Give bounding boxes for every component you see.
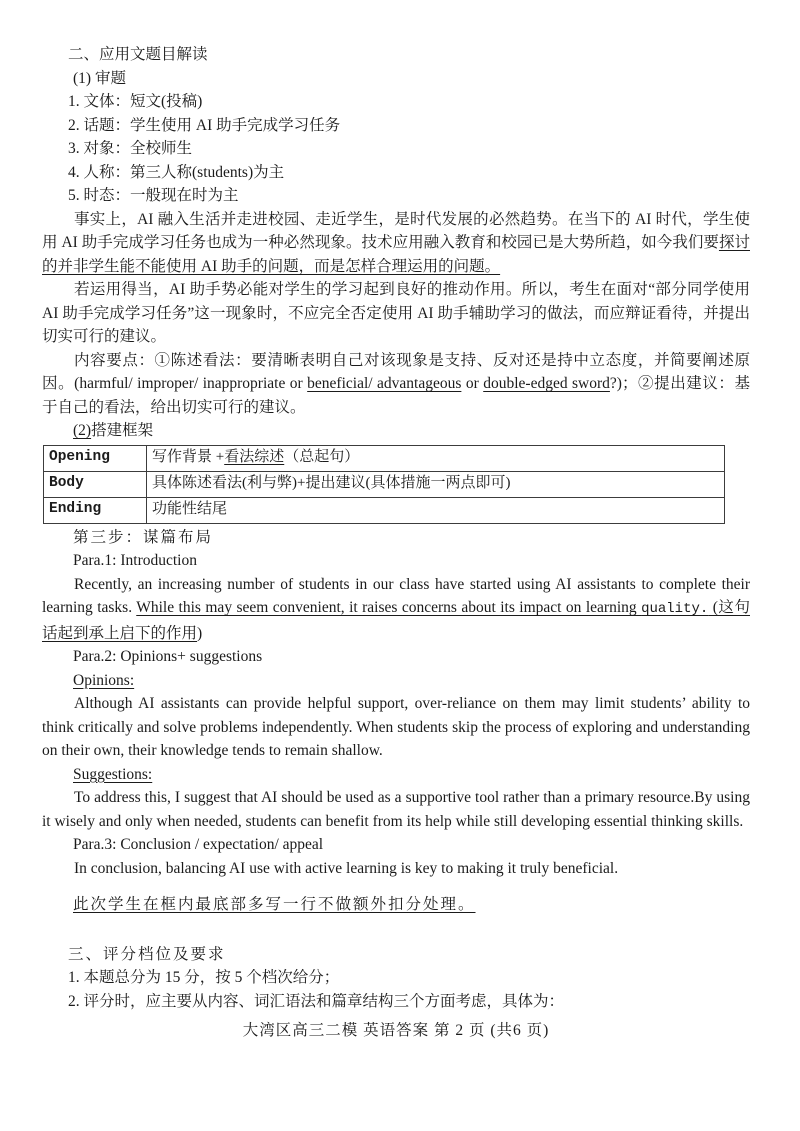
paragraph-introduction: Recently, an increasing number of students in our class have started using AI assistants to complete their learning tasks. While this may seem convenient, it raises concerns about its impact on learning quality. (这句话起到承上启下的作用) — [42, 575, 750, 642]
row-content: 具体陈述看法(利与弊)+提出建议(具体措施一两点即可) — [147, 471, 725, 497]
suggestions-label: Suggestions: — [73, 765, 153, 783]
underlined-text: 看法综述 — [224, 449, 285, 466]
table-row-ending — [44, 497, 725, 523]
list-item-audience: 3. 对象：全校师生 — [68, 140, 193, 157]
paragraph-suggestions: To address this, I suggest that AI should be used as a supportive tool rather than a primary resource.By using it wisely and only when needed, students can benefit from its help while still developing essential thinking skills. — [42, 789, 750, 830]
row-content: 功能性结尾 — [147, 497, 725, 523]
row-content: 写作背景 +看法综述（总起句） — [147, 445, 725, 471]
paragraph-opinions: Although AI assistants can provide helpful support, over-reliance on them may limit students’ ability to think critically and solve problems independently. When students skip the process of exploring and understanding on their own, their knowledge tends to remain shallow. — [42, 695, 750, 759]
row-label: Opening — [44, 445, 147, 471]
list-item-genre: 1. 文体：短文(投稿) — [68, 93, 203, 110]
list-item-topic: 2. 话题：学生使用 AI 助手完成学习任务 — [68, 116, 341, 134]
section3-heading: 三、评分档位及要求 — [68, 945, 226, 963]
underlined-text: 探讨的并非学生能不能使用 AI 助手的问题，而是怎样合理运用的问题。 — [42, 234, 750, 275]
underlined-text: While this may seem convenient, it raises concerns about its impact on learning — [136, 599, 642, 616]
paragraph-usage: 若运用得当，AI 助手势必能对学生的学习起到良好的推动作用。所以，考生在面对“部分同学使用 AI 助手完成学习任务”这一现象时，不应完全否定使用 AI 助手辅助学习的做法，而应辩证看待，并提出切实可行的建议。 — [42, 281, 750, 345]
step3-heading: 第三步：谋篇布局 — [73, 528, 214, 546]
opinions-label: Opinions: — [73, 671, 135, 689]
table-row-opening — [44, 445, 725, 471]
paragraph-content-points: 内容要点：①陈述看法：要清晰表明自己对该现象是支持、反对还是持中立态度，并简要阐述原因。(harmful/ improper/ inappropriate or beneficial/ advantageous or double-edged sword?)；②提出建议：基于自己的看法，给出切实可行的建议。 — [42, 351, 751, 416]
list-item-person: 4. 人称：第三人称(students)为主 — [68, 163, 285, 181]
paragraph-background: 事实上，AI 融入生活并走进校园、走近学生，是时代发展的必然趋势。在当下的 AI 时代，学生使用 AI 助手完成学习任务也成为一种必然现象。技术应用融入教育和校园已是大势所趋，如今我们要探讨的并非学生能不能使用 AI 助手的问题，而是怎样合理运用的问题。 — [42, 210, 750, 275]
section2-heading: 二、应用文题目解读 — [68, 46, 208, 63]
para3-label: Para.3: Conclusion / expectation/ appeal — [73, 836, 324, 853]
para2-label: Para.2: Opinions+ suggestions — [73, 648, 263, 665]
list-item-tense: 5. 时态：一般现在时为主 — [68, 187, 239, 204]
underlined-text: beneficial/ advantageous — [307, 375, 462, 392]
section3-item-total: 1. 本题总分为 15 分，按 5 个档次给分； — [68, 969, 340, 986]
scoring-note: 此次学生在框内最底部多写一行不做额外扣分处理。 — [73, 896, 476, 913]
paragraph-conclusion: In conclusion, balancing AI use with active learning is key to making it truly beneficial. — [74, 859, 619, 877]
underlined-text: double-edged sword — [483, 375, 610, 392]
underlined-mono-text: quality. — [641, 601, 709, 617]
section2-sub2: (2)搭建框架 — [73, 422, 154, 439]
para1-label: Para.1: Introduction — [73, 552, 197, 569]
table-row-body — [44, 471, 725, 497]
section3-item-criteria: 2. 评分时，应主要从内容、词汇语法和篇章结构三个方面考虑，具体为： — [68, 992, 565, 1010]
row-label: Body — [44, 471, 147, 497]
page-footer: 大湾区高三二模 英语答案 第 2 页 (共6 页) — [242, 1022, 550, 1039]
framework-table — [43, 445, 725, 524]
underlined-text: (这句话起到承上启下的作用 — [42, 599, 750, 642]
row-label: Ending — [44, 497, 147, 523]
section2-sub1: (1) 审题 — [73, 69, 126, 87]
